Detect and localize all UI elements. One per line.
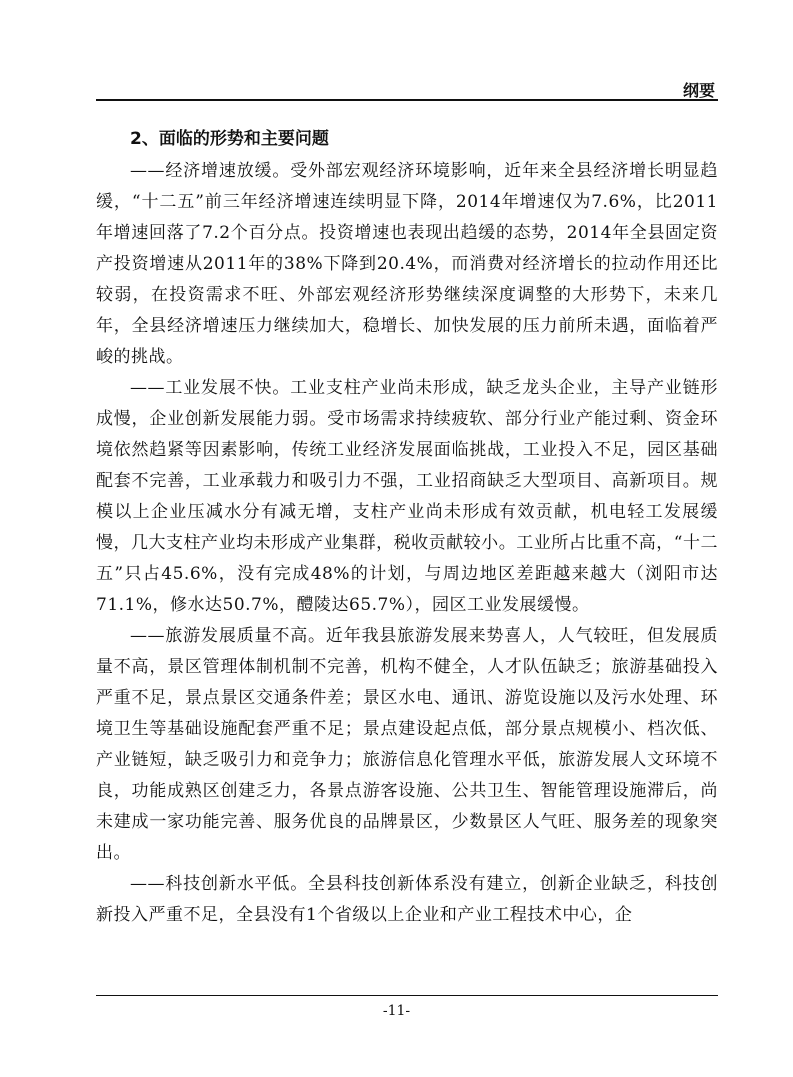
page-number: -11- [382,1003,411,1019]
footer-divider [96,995,718,996]
document-body [96,122,718,931]
header-divider [96,99,718,101]
paragraph-technology: ——科技创新水平低。全县科技创新体系没有建立，创新企业缺乏，科技创新投入严重不足，全县没有1个省级以上企业和产业工程技术中心，企 [96,874,718,925]
section-heading: 2、面临的形势和主要问题 [130,129,329,149]
paragraph-economic-growth: ——经济增速放缓。受外部宏观经济环境影响，近年来全县经济增长明显趋缓，“十二五”前三年经济增速连续明显下降，2014年增速仅为7.6%，比2011年增速回落了7.2个百分点。投资增速也表现出趋缓的态势，2014年全县固定资产投资增速从2011年的38%下降到20.4%，而消费对经济增长的拉动作用还比较弱，在投资需求不旺、外部宏观经济形势继续深度调整的大形势下，未来几年，全县经济增速压力继续加大，稳增长、加快发展的压力前所未遇，面临着严峻的挑战。 [96,161,718,367]
paragraph-tourism: ——旅游发展质量不高。近年我县旅游发展来势喜人，人气较旺，但发展质量不高，景区管理体制机制不完善，机构不健全，人才队伍缺乏；旅游基础投入严重不足，景点景区交通条件差；景区水电、通讯、游览设施以及污水处理、环境卫生等基础设施配套严重不足；景点建设起点低，部分景点规模小、档次低、产业链短，缺乏吸引力和竞争力；旅游信息化管理水平低，旅游发展人文环境不良，功能成熟区创建乏力，各景点游客设施、公共卫生、智能管理设施滞后，尚未建成一家功能完善、服务优良的品牌景区，少数景区人气旺、服务差的现象突出。 [96,626,718,863]
paragraph-industry: ——工业发展不快。工业支柱产业尚未形成，缺乏龙头企业，主导产业链形成慢，企业创新发展能力弱。受市场需求持续疲软、部分行业产能过剩、资金环境依然趋紧等因素影响，传统工业经济发展面临挑战，工业投入不足，园区基础配套不完善，工业承载力和吸引力不强，工业招商缺乏大型项目、高新项目。规模以上企业压减水分有减无增，支柱产业尚未形成有效贡献，机电轻工发展缓慢，几大支柱产业均未形成产业集群，税收贡献较小。工业所占比重不高，“十二五”只占45.6%，没有完成48%的计划，与周边地区差距越来越大（浏阳市达71.1%，修水达50.7%，醴陵达65.7%），园区工业发展缓慢。 [96,378,718,615]
page-header-label: 纲要 [682,81,715,100]
